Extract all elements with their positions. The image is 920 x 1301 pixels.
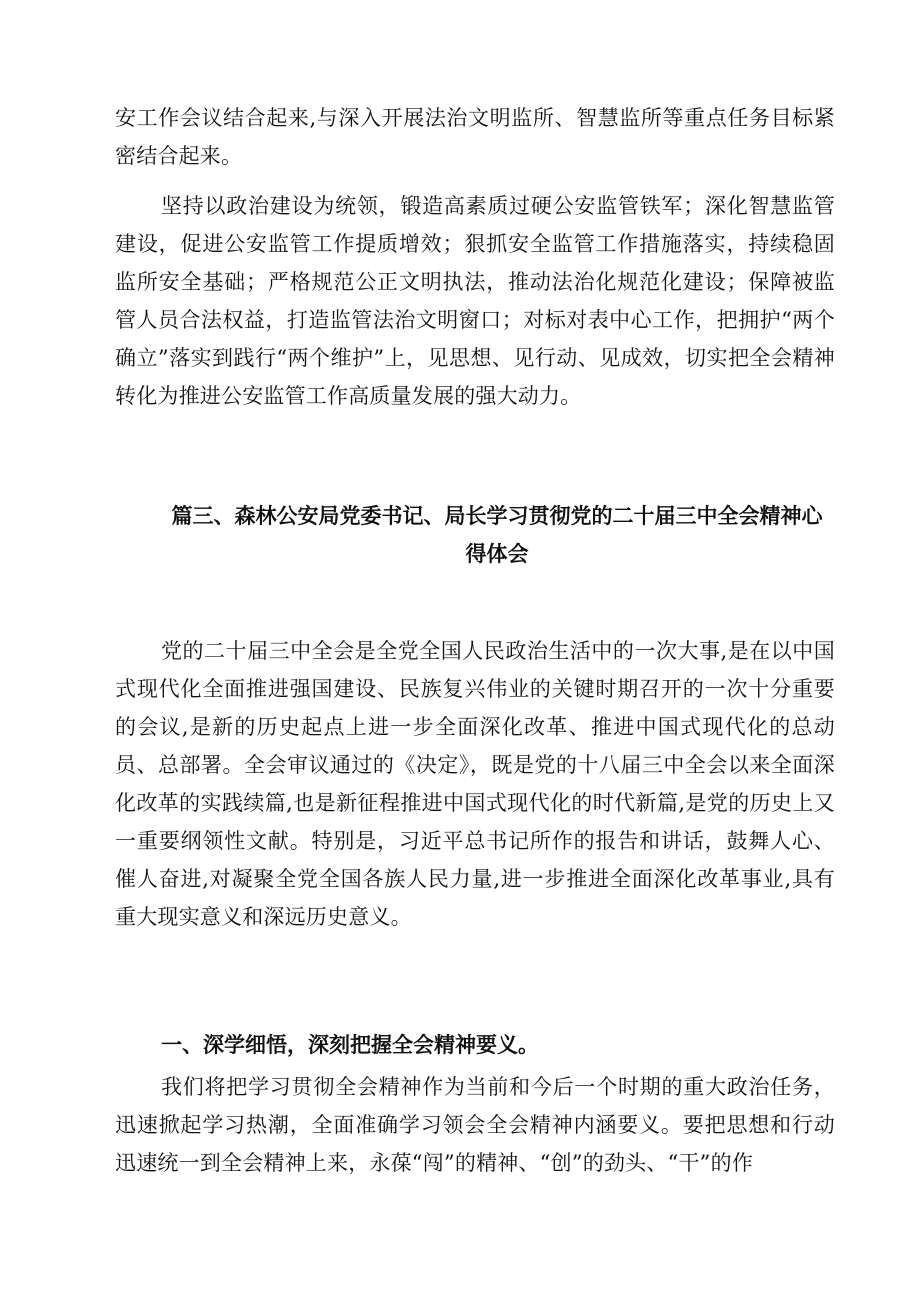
article-3-heading-line-1: 篇三、森林公安局党委书记、局长学习贯彻党的二十届三中全会精神心 xyxy=(171,503,823,528)
section-1-title: 一、深学细悟，深刻把握全会精神要义。 xyxy=(161,1032,539,1057)
article-3-heading-line-2: 得体会 xyxy=(465,541,529,566)
paragraph-continuation: 安工作会议结合起来,与深入开展法治文明监所、智慧监所等重点任务目标紧密结合起来。 xyxy=(115,106,835,168)
paragraph-plenum-intro: 党的二十届三中全会是全党全国人民政治生活中的一次大事,是在以中国式现代化全面推进强国建设、民族复兴伟业的关键时期召开的一次十分重要的会议,是新的历史起点上进一步全面深化改革、推进中国式现代化的总动员、总部署。全会审议通过的《决定》，既是党的十八届三中全会以来全面深化改革的实践续篇,也是新征程推进中国式现代化的时代新篇,是党的历史上又一重要纲领性文献。特别是，习近平总书记所作的报告和讲话，鼓舞人心、催人奋进,对凝聚全党全国各族人民力量,进一步推进全面深化改革事业,具有重大现实意义和深远历史意义。 xyxy=(115,639,835,929)
article-3-heading xyxy=(115,497,835,573)
paragraph-police-supervision: 坚持以政治建设为统领，锻造高素质过硬公安监管铁军；深化智慧监管建设，促进公安监管工作提质增效；狠抓安全监管工作措施落实，持续稳固监所安全基础；严格规范公正文明执法，推动法治化规范化建设；保障被监管人员合法权益，打造监管法治文明窗口；对标对表中心工作，把拥护“两个确立”落实到践行“两个维护”上，见思想、见行动、见成效，切实把全会精神转化为推进公安监管工作高质量发展的强大动力。 xyxy=(115,194,835,408)
paragraph-study-task: 我们将把学习贯彻全会精神作为当前和今后一个时期的重大政治任务，迅速掀起学习热潮，全面准确学习领会全会精神内涵要义。要把思想和行动迅速统一到全会精神上来，永葆“闯”的精神、“创”的劲头、“干”的作 xyxy=(115,1075,835,1175)
